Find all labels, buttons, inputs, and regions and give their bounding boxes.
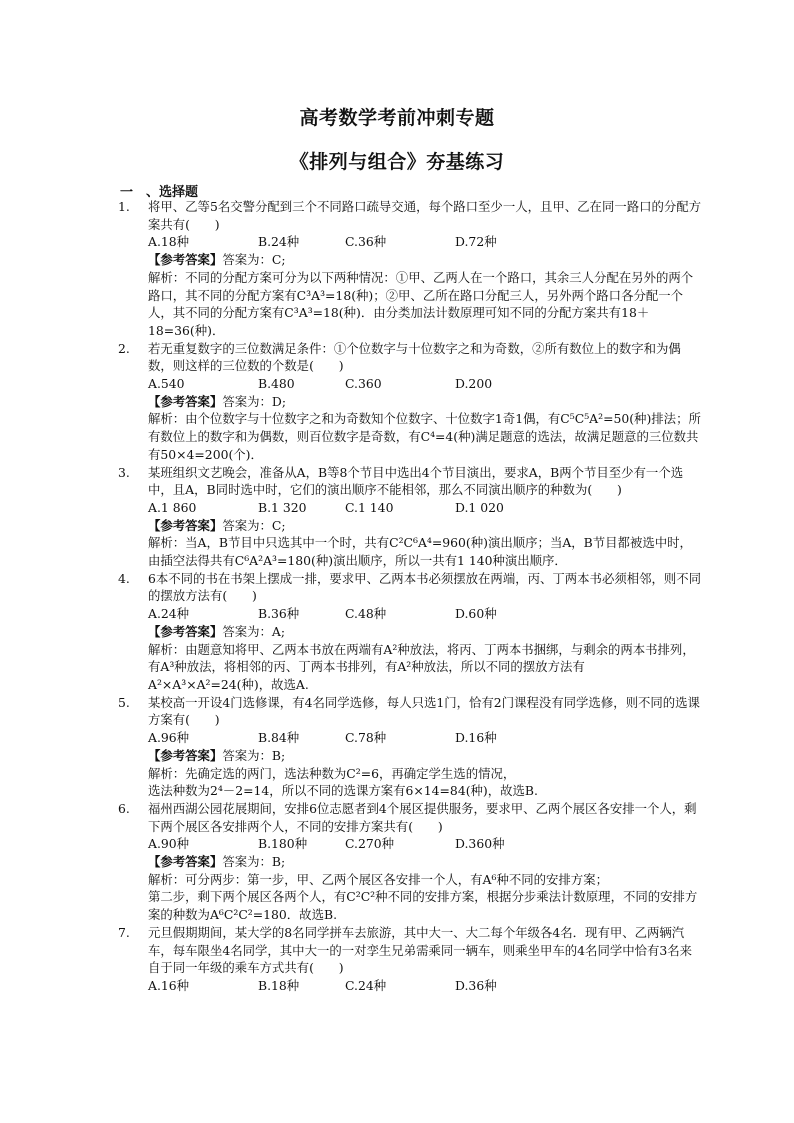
question-item bbox=[118, 570, 703, 694]
question-number: 7. bbox=[118, 924, 130, 940]
section-heading: 一 、选择题 bbox=[120, 185, 199, 200]
question-item bbox=[118, 924, 703, 995]
explanation: 解析：不同的分配方案可分为以下两种情况：①甲、乙两人在一个路口，其余三人分配在另外的两个路口，其不同的分配方案有C³A³=18(种)；②甲、乙所在路口分配三人，另外两个路口各分配一个人，其不同的分配方案有C³A³=18(种)．由分类加法计数原理可知不同的分配方案共有18＋18=36(种)． bbox=[148, 269, 694, 338]
option-b: B.24种 bbox=[258, 234, 300, 250]
option-a: A.540 bbox=[148, 376, 185, 392]
answer-label: 【参考答案】 bbox=[148, 252, 223, 268]
answer-text: 答案为：B; bbox=[222, 747, 286, 763]
question-stem bbox=[118, 924, 703, 977]
option-a: A.16种 bbox=[148, 977, 190, 993]
reference-answer bbox=[118, 623, 703, 641]
explanation: 解析：当A，B节目中只选其中一个时，共有C²C⁶A⁴=960(种)演出顺序；当A，B节目都被选中时，由插空法得共有C⁶A²A³=180(种)演出顺序，所以一共有1 140种演出顺序． bbox=[148, 535, 692, 569]
answer-options bbox=[118, 605, 703, 623]
explanation: 解析：先确定选的两门，选法种数为C²=6，再确定学生选的情况， bbox=[148, 765, 516, 781]
question-item bbox=[118, 340, 703, 464]
option-c: C.270种 bbox=[345, 836, 395, 852]
answer-text: 答案为：C; bbox=[222, 517, 286, 533]
question-stem bbox=[118, 464, 703, 499]
option-a: A.18种 bbox=[148, 234, 190, 250]
option-c: C.360 bbox=[345, 376, 382, 392]
answer-text: 答案为：C; bbox=[222, 252, 286, 268]
option-b: B.36种 bbox=[258, 606, 300, 622]
question-text: 福州西湖公园花展期间，安排6位志愿者到4个展区提供服务，要求甲、乙两个展区各安排一个人，剩下两个展区各安排两个人，不同的安排方案共有( ) bbox=[148, 800, 697, 834]
reference-answer bbox=[118, 853, 703, 871]
option-c: C.48种 bbox=[345, 606, 387, 622]
question-item bbox=[118, 198, 703, 340]
option-b: B.1 320 bbox=[258, 499, 307, 515]
question-stem bbox=[118, 198, 703, 233]
answer-label: 【参考答案】 bbox=[148, 517, 223, 533]
option-d: D.36种 bbox=[455, 977, 497, 993]
answer-text: 答案为：A; bbox=[222, 623, 286, 639]
answer-options bbox=[118, 233, 703, 251]
answer-text: 答案为：B; bbox=[222, 854, 286, 870]
answer-text: 答案为：D; bbox=[222, 393, 287, 409]
option-b: B.480 bbox=[258, 376, 295, 392]
question-number: 3. bbox=[118, 464, 130, 480]
question-item bbox=[118, 800, 703, 924]
reference-answer bbox=[118, 251, 703, 269]
reference-answer bbox=[118, 393, 703, 411]
question-text: 若无重复数字的三位数满足条件：①个位数字与十位数字之和为奇数，②所有数位上的数字和为偶数，则这样的三位数的个数是( ) bbox=[148, 340, 681, 374]
question-text: 将甲、乙等5名交警分配到三个不同路口疏导交通，每个路口至少一人，且甲、乙在同一路口的分配方案共有( ) bbox=[148, 199, 702, 232]
answer-label: 【参考答案】 bbox=[148, 747, 223, 763]
answer-options bbox=[118, 499, 703, 517]
question-number: 5. bbox=[118, 694, 130, 710]
answer-options bbox=[118, 835, 703, 853]
option-c: C.24种 bbox=[345, 977, 387, 993]
option-a: A.90种 bbox=[148, 836, 190, 852]
question-item bbox=[118, 694, 703, 800]
question-text: 元旦假期期间，某大学的8名同学拼车去旅游，其中大一、大二每个年级各4名．现有甲、乙两辆汽车，每车限坐4名同学，其中大一的一对孪生兄弟需乘同一辆车，则乘坐甲车的4名同学中恰有3名来自于同一年级的乘车方式共有( ) bbox=[148, 924, 693, 976]
question-number: 1. bbox=[118, 199, 130, 214]
answer-options bbox=[118, 977, 703, 995]
answer-label: 【参考答案】 bbox=[148, 393, 223, 409]
option-b: B.18种 bbox=[258, 977, 300, 993]
option-d: D.1 020 bbox=[455, 499, 504, 515]
option-d: D.360种 bbox=[455, 836, 505, 852]
question-number: 6. bbox=[118, 800, 130, 816]
question-text: 某班组织文艺晚会，准备从A，B等8个节目中选出4个节目演出，要求A，B两个节目至少有一个选中，且A，B同时选中时，它们的演出顺序不能相邻，那么不同演出顺序的种数为( ) bbox=[148, 464, 684, 498]
page-title: 高考数学考前冲刺专题 bbox=[299, 107, 495, 129]
answer-label: 【参考答案】 bbox=[148, 854, 223, 870]
option-c: C.36种 bbox=[345, 234, 387, 250]
question-text: 6本不同的书在书架上摆成一排，要求甲、乙两本书必须摆放在两端，丙、丁两本书必须相邻，则不同的摆放方法有( ) bbox=[148, 570, 702, 604]
answer-label: 【参考答案】 bbox=[148, 623, 223, 639]
option-c: C.1 140 bbox=[345, 499, 394, 515]
option-d: D.200 bbox=[455, 376, 493, 392]
reference-answer bbox=[118, 517, 703, 535]
question-text: 某校高一开设4门选修课，有4名同学选修，每人只选1门，恰有2门课程没有同学选修，则不同的选课方案有( ) bbox=[148, 694, 700, 728]
explanation-continued: 选法种数为2⁴－2=14，所以不同的选课方案有6×14=84(种)，故选B. bbox=[148, 783, 538, 799]
option-d: D.60种 bbox=[455, 606, 497, 622]
option-b: B.84种 bbox=[258, 730, 300, 746]
option-c: C.78种 bbox=[345, 730, 387, 746]
page-subtitle: 《排列与组合》夯基练习 bbox=[289, 151, 505, 173]
explanation: 解析：可分两步：第一步，甲、乙两个展区各安排一个人，有A⁶种不同的安排方案； bbox=[148, 871, 608, 887]
explanation-continued: 第二步，剩下两个展区各两个人，有C²C²种不同的安排方案，根据分步乘法计数原理，不同的安排方案的种数为A⁶C²C²=180．故选B. bbox=[148, 889, 698, 923]
explanation: 解析：由题意知将甲、乙两本书放在两端有A²种放法，将丙、丁两本书捆绑，与剩余的两本书排列，有A³种放法，将相邻的丙、丁两本书排列，有A²种放法，所以不同的摆放方法有A²×A³×A²=24(种)，故选A. bbox=[148, 641, 695, 692]
question-stem bbox=[118, 340, 703, 375]
question-stem bbox=[118, 800, 703, 835]
question-stem bbox=[118, 694, 703, 729]
option-d: D.16种 bbox=[455, 730, 497, 746]
option-a: A.96种 bbox=[148, 730, 190, 746]
option-a: A.24种 bbox=[148, 606, 190, 622]
question-list bbox=[118, 198, 703, 995]
reference-answer bbox=[118, 747, 703, 765]
question-number: 2. bbox=[118, 340, 130, 356]
option-a: A.1 860 bbox=[148, 499, 197, 515]
question-number: 4. bbox=[118, 570, 130, 586]
answer-options bbox=[118, 729, 703, 747]
option-b: B.180种 bbox=[258, 836, 308, 852]
answer-options bbox=[118, 375, 703, 393]
explanation: 解析：由个位数字与十位数字之和为奇数知个位数字、十位数字1奇1偶，有C⁵C⁵A²=50(种)排法；所有数位上的数字和为偶数，则百位数字是奇数，有C⁴=4(种)满足题意的选法，故满足题意的三位数共有50×4=200(个)． bbox=[148, 411, 701, 462]
question-item bbox=[118, 464, 703, 570]
option-d: D.72种 bbox=[455, 234, 497, 250]
question-stem bbox=[118, 570, 703, 605]
